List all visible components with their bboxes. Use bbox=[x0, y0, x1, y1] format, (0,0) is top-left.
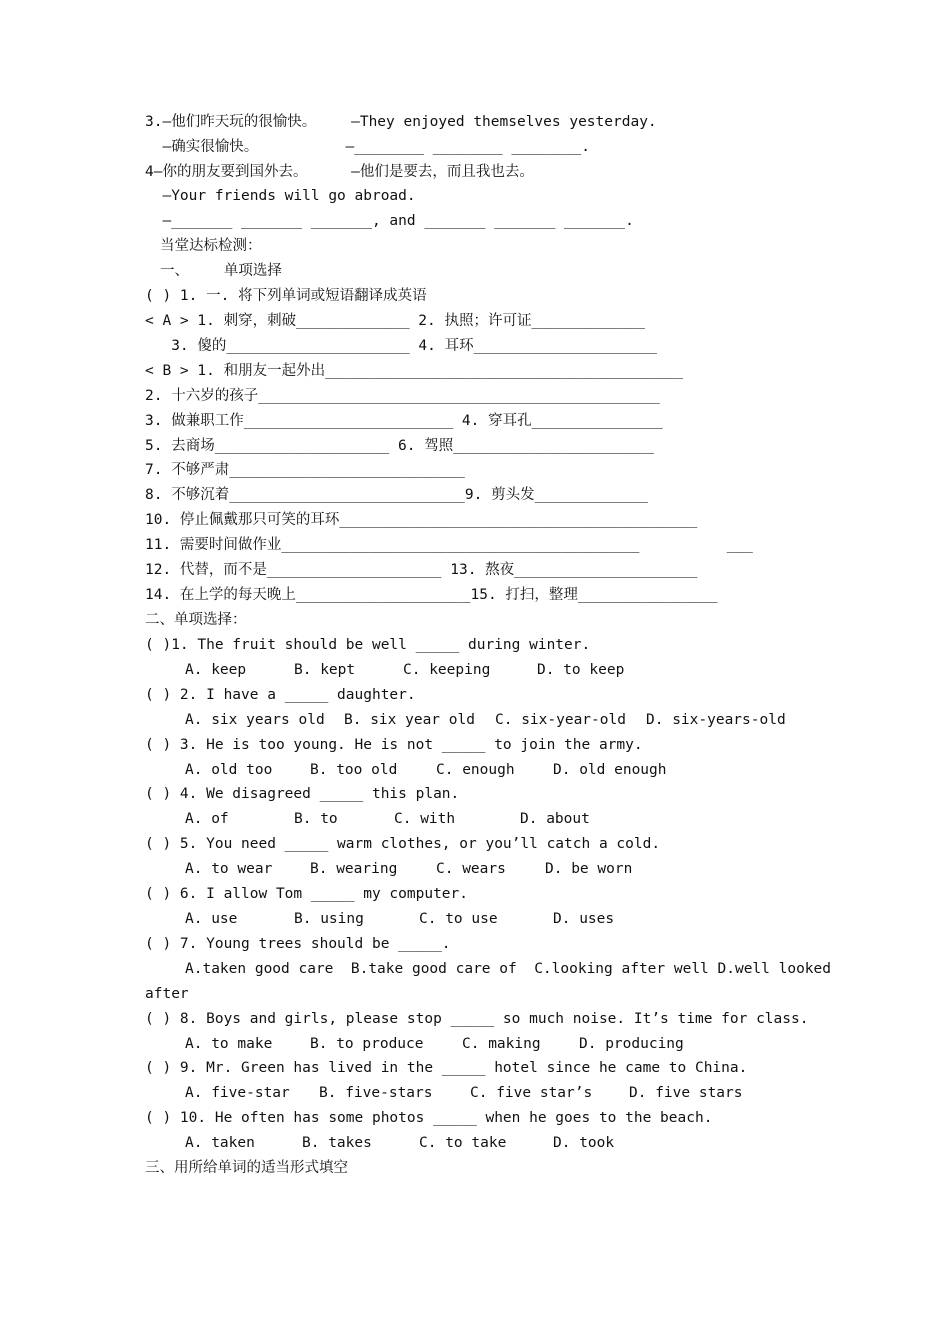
answer-options bbox=[0, 658, 950, 682]
option-b: B. to produce bbox=[310, 1036, 424, 1052]
option-c: C. with bbox=[394, 811, 456, 827]
question-text: ( ) 8. Boys and girls, please stop _____ so much noise. It’s time for class. bbox=[145, 1011, 809, 1027]
option-a: A. taken bbox=[185, 1135, 255, 1151]
option-d: D. uses bbox=[553, 911, 615, 927]
translation-line: 3. 傻的_____________________ 4. 耳环_____________________ bbox=[145, 338, 657, 354]
option-a: A. five-star bbox=[185, 1085, 290, 1101]
option-d: D. took bbox=[553, 1135, 615, 1151]
translation-line: 7. 不够严肃___________________________ bbox=[145, 462, 465, 478]
answer-options bbox=[0, 758, 950, 782]
dialogue-line: —_______ _______ _______, and _______ _______ _______. bbox=[145, 213, 634, 229]
option-d: D. six-years-old bbox=[646, 712, 786, 728]
section-heading-2: 二、单项选择： bbox=[145, 612, 247, 628]
option-b: B. takes bbox=[302, 1135, 372, 1151]
option-a: A. of bbox=[185, 811, 229, 827]
question-text: ( ) 3. He is too young. He is not _____ to join the army. bbox=[145, 737, 643, 753]
option-b: B. too old bbox=[310, 762, 398, 778]
option-b: B. using bbox=[294, 911, 364, 927]
translation-line: < A > 1. 刺穿，刺破_____________ 2. 执照；许可证_____________ bbox=[145, 313, 645, 329]
dialogue-line: —Your friends will go abroad. bbox=[145, 188, 416, 204]
translation-line: < B > 1. 和朋友一起外出_________________________________________ bbox=[145, 363, 683, 379]
section-heading-1: 一、 单项选择 bbox=[160, 263, 282, 279]
option-b: B. five-stars bbox=[319, 1085, 433, 1101]
option-a: A. keep bbox=[185, 662, 247, 678]
answer-options bbox=[0, 1131, 950, 1155]
translation-line: 10. 停止佩戴那只可笑的耳环_________________________________________ bbox=[145, 512, 698, 528]
option-a: A. old too bbox=[185, 762, 273, 778]
option-d: D. about bbox=[520, 811, 590, 827]
question-text: ( ) 2. I have a _____ daughter. bbox=[145, 687, 416, 703]
dialogue-line: 3.—他们昨天玩的很愉快。 —They enjoyed themselves yesterday. bbox=[145, 114, 657, 130]
question-text: ( ) 10. He often has some photos _____ when he goes to the beach. bbox=[145, 1110, 713, 1126]
answer-options bbox=[0, 1081, 950, 1105]
translation-line: 3. 做兼职工作________________________ 4. 穿耳孔_______________ bbox=[145, 413, 663, 429]
translation-line: 8. 不够沉着___________________________9. 剪头发_____________ bbox=[145, 487, 649, 503]
dialogue-line: 4—你的朋友要到国外去。 —他们是要去，而且我也去。 bbox=[145, 164, 534, 180]
question-text: ( ) 4. We disagreed _____ this plan. bbox=[145, 786, 460, 802]
option-c: C. wears bbox=[436, 861, 506, 877]
option-c: C. to take bbox=[419, 1135, 507, 1151]
question-text: ( )1. The fruit should be well _____ during winter. bbox=[145, 637, 591, 653]
option-b: B. to bbox=[294, 811, 338, 827]
answer-options bbox=[0, 1032, 950, 1056]
option-c: C. making bbox=[462, 1036, 541, 1052]
translation-line: 11. 需要时间做作业_________________________________________ ___ bbox=[145, 537, 753, 553]
option-d: D. be worn bbox=[545, 861, 633, 877]
answer-options bbox=[0, 907, 950, 931]
question-text: ( ) 9. Mr. Green has lived in the _____ hotel since he came to China. bbox=[145, 1060, 748, 1076]
option-c: C. keeping bbox=[403, 662, 491, 678]
section-heading-3: 三、用所给单词的适当形式填空 bbox=[145, 1160, 348, 1176]
answer-options bbox=[0, 807, 950, 831]
question-text: ( ) 5. You need _____ warm clothes, or you’ll catch a cold. bbox=[145, 836, 661, 852]
option-d: D. five stars bbox=[629, 1085, 743, 1101]
answer-options bbox=[0, 857, 950, 881]
section-heading-check: 当堂达标检测： bbox=[160, 238, 262, 254]
option-d: D. to keep bbox=[537, 662, 625, 678]
option-d: D. producing bbox=[579, 1036, 684, 1052]
translation-line: 2. 十六岁的孩子______________________________________________ bbox=[145, 388, 660, 404]
translation-line: 12. 代替，而不是____________________ 13. 熬夜_____________________ bbox=[145, 562, 698, 578]
option-a: A. six years old bbox=[185, 712, 325, 728]
option-c: C. five star’s bbox=[470, 1085, 593, 1101]
option-a: A. use bbox=[185, 911, 238, 927]
dialogue-line: —确实很愉快。 —________ ________ ________. bbox=[145, 139, 590, 155]
option-a: A. to make bbox=[185, 1036, 273, 1052]
answer-options: A.taken good care B.take good care of C.looking after well D.well looked bbox=[185, 961, 832, 977]
option-b: B. kept bbox=[294, 662, 356, 678]
option-d: D. old enough bbox=[553, 762, 667, 778]
translation-line: 5. 去商场____________________ 6. 驾照_______________________ bbox=[145, 438, 654, 454]
option-c: C. six-year-old bbox=[495, 712, 626, 728]
option-b: B. wearing bbox=[310, 861, 398, 877]
translation-line: 14. 在上学的每天晚上____________________15. 打扫，整理________________ bbox=[145, 587, 718, 603]
answer-options bbox=[0, 708, 950, 732]
option-a: A. to wear bbox=[185, 861, 273, 877]
answer-options-wrap: after bbox=[145, 986, 189, 1002]
question-text: ( ) 6. I allow Tom _____ my computer. bbox=[145, 886, 469, 902]
option-c: C. to use bbox=[419, 911, 498, 927]
translation-line: ( ) 1. 一. 将下列单词或短语翻译成英语 bbox=[145, 288, 427, 304]
option-b: B. six year old bbox=[344, 712, 475, 728]
question-text: ( ) 7. Young trees should be _____. bbox=[145, 936, 451, 952]
option-c: C. enough bbox=[436, 762, 515, 778]
